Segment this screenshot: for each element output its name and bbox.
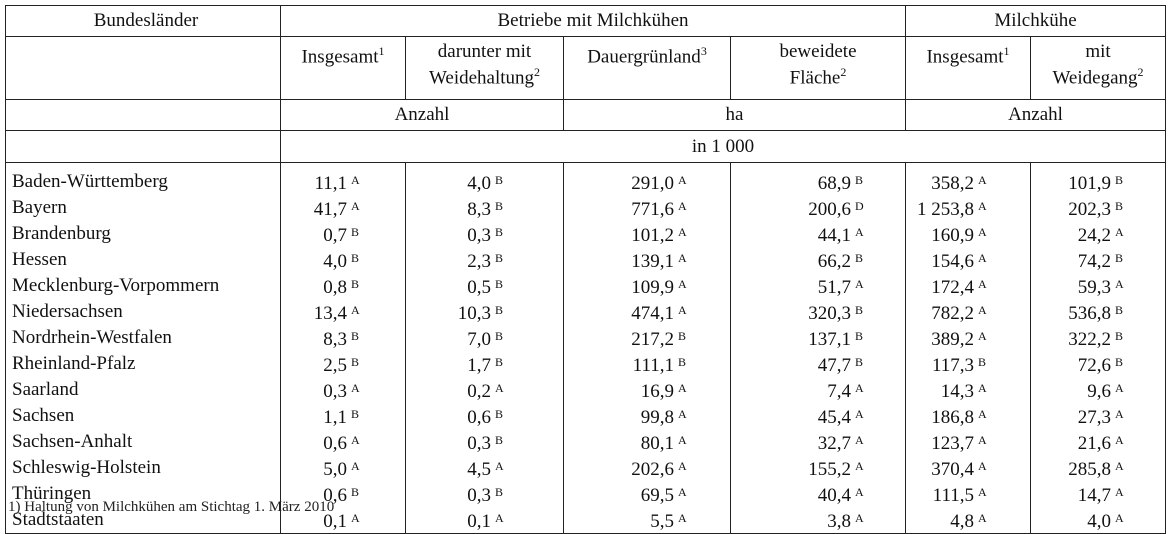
cell-value: 109,9 bbox=[631, 277, 674, 298]
cell-value: 8,3 bbox=[323, 329, 347, 350]
quality-flag: B bbox=[495, 199, 504, 213]
table-row bbox=[6, 169, 1166, 195]
quality-flag: A bbox=[978, 433, 987, 447]
cell-value: 117,3 bbox=[931, 355, 975, 376]
cell-value: 3,8 bbox=[827, 511, 852, 532]
quality-flag: B bbox=[1115, 199, 1124, 213]
unit-ha: ha bbox=[564, 100, 906, 131]
quality-flag: B bbox=[495, 225, 504, 239]
cell-dauergruenland bbox=[564, 273, 731, 299]
cell-beweidete-flaeche bbox=[731, 455, 906, 481]
quality-flag: B bbox=[1115, 303, 1124, 317]
col-header-dauergruenland: Dauergrünland$^3$ bbox=[564, 37, 731, 100]
quality-flag: A bbox=[678, 251, 687, 265]
cell-value: 101,9 bbox=[1068, 173, 1112, 194]
quality-flag: A bbox=[978, 485, 987, 499]
quality-flag: A bbox=[678, 199, 687, 213]
cell-kuehe-weidegang bbox=[1031, 247, 1166, 273]
row-label-header: Bundesländer bbox=[6, 6, 281, 37]
quality-flag: A bbox=[1115, 225, 1124, 239]
cell-kuehe-insgesamt bbox=[906, 403, 1031, 429]
cell-value: 1,1 bbox=[323, 407, 347, 428]
cell-value: 45,4 bbox=[817, 407, 852, 428]
cell-value: 358,2 bbox=[931, 173, 975, 194]
cell-value: 782,2 bbox=[931, 303, 975, 324]
cell-betriebe-insgesamt bbox=[281, 429, 406, 455]
cell-kuehe-insgesamt bbox=[906, 481, 1031, 507]
cell-betriebe-insgesamt bbox=[281, 195, 406, 221]
cell-value: 0,8 bbox=[323, 277, 347, 298]
unit-scale: in 1 000 bbox=[281, 131, 1166, 163]
cell-value: 320,3 bbox=[808, 303, 852, 324]
quality-flag: A bbox=[978, 459, 987, 473]
cell-dauergruenland bbox=[564, 377, 731, 403]
cell-value: 285,8 bbox=[1068, 459, 1112, 480]
cell-value: 7,0 bbox=[467, 329, 491, 350]
cell-value: 322,2 bbox=[1068, 329, 1112, 350]
cell-betriebe-insgesamt bbox=[281, 377, 406, 403]
cell-value: 0,6 bbox=[467, 407, 491, 428]
cell-value: 68,9 bbox=[817, 173, 852, 194]
quality-flag: A bbox=[1115, 459, 1124, 473]
cell-value: 200,6 bbox=[808, 199, 852, 220]
quality-flag: A bbox=[855, 459, 864, 473]
cell-beweidete-flaeche bbox=[731, 195, 906, 221]
group-header-kuehe: Milchkühe bbox=[906, 6, 1166, 37]
cell-betriebe-weidehaltung bbox=[406, 429, 564, 455]
bundesland-name: Saarland bbox=[6, 377, 281, 403]
quality-flag: A bbox=[855, 511, 864, 525]
cell-value: 59,3 bbox=[1077, 277, 1112, 298]
quality-flag: A bbox=[678, 459, 687, 473]
cell-value: 66,2 bbox=[817, 251, 852, 272]
cell-betriebe-weidehaltung bbox=[406, 403, 564, 429]
cell-value: 0,6 bbox=[323, 485, 347, 506]
cell-value: 51,7 bbox=[817, 277, 852, 298]
cell-betriebe-insgesamt bbox=[281, 273, 406, 299]
cell-dauergruenland bbox=[564, 351, 731, 377]
cell-value: 536,8 bbox=[1068, 303, 1112, 324]
cell-value: 4,5 bbox=[467, 459, 491, 480]
quality-flag: A bbox=[855, 485, 864, 499]
cell-value: 7,4 bbox=[827, 381, 852, 402]
bundesland-name: Stadtstaaten bbox=[6, 507, 281, 534]
cell-kuehe-weidegang bbox=[1031, 195, 1166, 221]
col-header-weidegang: mit Weidegang$^2$ bbox=[1031, 37, 1166, 100]
cell-kuehe-insgesamt bbox=[906, 169, 1031, 195]
cell-betriebe-weidehaltung bbox=[406, 195, 564, 221]
cell-value: 155,2 bbox=[808, 459, 852, 480]
cell-kuehe-weidegang bbox=[1031, 325, 1166, 351]
quality-flag: A bbox=[978, 277, 987, 291]
quality-flag: A bbox=[1115, 407, 1124, 421]
quality-flag: B bbox=[495, 251, 504, 265]
cell-value: 389,2 bbox=[931, 329, 975, 350]
cell-kuehe-insgesamt bbox=[906, 273, 1031, 299]
cell-betriebe-weidehaltung bbox=[406, 377, 564, 403]
cell-dauergruenland bbox=[564, 325, 731, 351]
quality-flag: A bbox=[1115, 433, 1124, 447]
quality-flag: A bbox=[678, 407, 687, 421]
col-header-beweidete-flaeche: beweidete Fläche$^2$ bbox=[731, 37, 906, 100]
cell-kuehe-insgesamt bbox=[906, 325, 1031, 351]
cell-betriebe-insgesamt bbox=[281, 221, 406, 247]
cell-value: 1,7 bbox=[467, 355, 491, 376]
quality-flag: A bbox=[1115, 485, 1124, 499]
cell-dauergruenland bbox=[564, 195, 731, 221]
cell-betriebe-insgesamt bbox=[281, 247, 406, 273]
quality-flag: A bbox=[855, 225, 864, 239]
quality-flag: B bbox=[351, 355, 360, 369]
bundesland-name: Schleswig-Holstein bbox=[6, 455, 281, 481]
cell-beweidete-flaeche bbox=[731, 299, 906, 325]
unit-anzahl-kuehe: Anzahl bbox=[906, 100, 1166, 131]
cell-kuehe-weidegang bbox=[1031, 351, 1166, 377]
cell-kuehe-weidegang bbox=[1031, 403, 1166, 429]
cell-beweidete-flaeche bbox=[731, 377, 906, 403]
quality-flag: A bbox=[351, 511, 360, 525]
bundesland-name: Brandenburg bbox=[6, 221, 281, 247]
cell-betriebe-insgesamt bbox=[281, 169, 406, 195]
cell-value: 202,3 bbox=[1068, 199, 1112, 220]
cell-betriebe-insgesamt bbox=[281, 455, 406, 481]
quality-flag: A bbox=[678, 277, 687, 291]
cell-value: 27,3 bbox=[1077, 407, 1112, 428]
table-row bbox=[6, 195, 1166, 221]
quality-flag: A bbox=[351, 303, 360, 317]
table-row bbox=[6, 221, 1166, 247]
cell-betriebe-weidehaltung bbox=[406, 169, 564, 195]
table-body bbox=[6, 169, 1166, 534]
quality-flag: B bbox=[678, 355, 687, 369]
cell-value: 11,1 bbox=[314, 173, 347, 194]
cell-beweidete-flaeche bbox=[731, 221, 906, 247]
table-row bbox=[6, 351, 1166, 377]
quality-flag: A bbox=[678, 303, 687, 317]
quality-flag: B bbox=[678, 329, 687, 343]
cell-value: 4,0 bbox=[1087, 511, 1112, 532]
cell-value: 0,3 bbox=[467, 225, 491, 246]
cell-value: 0,2 bbox=[467, 381, 491, 402]
cell-betriebe-weidehaltung bbox=[406, 325, 564, 351]
cell-dauergruenland bbox=[564, 247, 731, 273]
quality-flag: B bbox=[855, 173, 864, 187]
cell-value: 101,2 bbox=[631, 225, 674, 246]
empty-header-cell bbox=[6, 100, 281, 131]
cell-value: 4,0 bbox=[323, 251, 347, 272]
cell-value: 72,6 bbox=[1077, 355, 1112, 376]
quality-flag: A bbox=[1115, 511, 1124, 525]
cell-value: 2,5 bbox=[323, 355, 347, 376]
cell-beweidete-flaeche bbox=[731, 403, 906, 429]
cell-kuehe-insgesamt bbox=[906, 195, 1031, 221]
cell-beweidete-flaeche bbox=[731, 247, 906, 273]
quality-flag: B bbox=[1115, 251, 1124, 265]
quality-flag: A bbox=[678, 511, 687, 525]
table-row bbox=[6, 299, 1166, 325]
cell-value: 111,5 bbox=[932, 485, 975, 506]
quality-flag: A bbox=[978, 511, 987, 525]
cell-value: 0,1 bbox=[323, 511, 347, 532]
quality-flag: A bbox=[678, 485, 687, 499]
cell-kuehe-insgesamt bbox=[906, 221, 1031, 247]
quality-flag: B bbox=[495, 433, 504, 447]
quality-flag: B bbox=[855, 329, 864, 343]
bundesland-name: Mecklenburg-Vorpommern bbox=[6, 273, 281, 299]
quality-flag: B bbox=[1115, 173, 1124, 187]
cell-kuehe-insgesamt bbox=[906, 247, 1031, 273]
cell-dauergruenland bbox=[564, 299, 731, 325]
cell-betriebe-insgesamt bbox=[281, 351, 406, 377]
cell-betriebe-weidehaltung bbox=[406, 351, 564, 377]
cell-kuehe-weidegang bbox=[1031, 299, 1166, 325]
quality-flag: D bbox=[855, 199, 864, 213]
cell-value: 160,9 bbox=[931, 225, 975, 246]
cell-kuehe-insgesamt bbox=[906, 429, 1031, 455]
cell-beweidete-flaeche bbox=[731, 273, 906, 299]
quality-flag: A bbox=[978, 225, 987, 239]
quality-flag: A bbox=[495, 381, 504, 395]
quality-flag: A bbox=[678, 225, 687, 239]
quality-flag: A bbox=[855, 433, 864, 447]
quality-flag: A bbox=[855, 381, 864, 395]
cell-value: 21,6 bbox=[1077, 433, 1112, 454]
quality-flag: B bbox=[495, 355, 504, 369]
quality-flag: B bbox=[351, 485, 360, 499]
quality-flag: B bbox=[495, 303, 504, 317]
cell-betriebe-insgesamt bbox=[281, 299, 406, 325]
quality-flag: B bbox=[1115, 329, 1124, 343]
cell-value: 74,2 bbox=[1077, 251, 1112, 272]
cell-dauergruenland bbox=[564, 429, 731, 455]
cell-beweidete-flaeche bbox=[731, 429, 906, 455]
cell-value: 14,7 bbox=[1077, 485, 1112, 506]
cell-value: 123,7 bbox=[931, 433, 975, 454]
cell-value: 154,6 bbox=[931, 251, 975, 272]
table-row bbox=[6, 429, 1166, 455]
cell-value: 80,1 bbox=[640, 433, 674, 454]
quality-flag: A bbox=[351, 433, 360, 447]
col-header-weidehaltung: darunter mit Weidehaltung$^2$ bbox=[406, 37, 564, 100]
bundesland-name: Niedersachsen bbox=[6, 299, 281, 325]
cell-value: 172,4 bbox=[931, 277, 975, 298]
cell-value: 137,1 bbox=[808, 329, 852, 350]
table-row bbox=[6, 455, 1166, 481]
cell-betriebe-weidehaltung bbox=[406, 299, 564, 325]
empty-header-cell bbox=[6, 37, 281, 100]
cell-value: 291,0 bbox=[631, 173, 674, 194]
cell-value: 44,1 bbox=[817, 225, 852, 246]
quality-flag: B bbox=[495, 485, 504, 499]
quality-flag: A bbox=[351, 381, 360, 395]
dairy-statistics-table bbox=[5, 5, 1166, 534]
cell-betriebe-weidehaltung bbox=[406, 247, 564, 273]
quality-flag: B bbox=[855, 355, 864, 369]
bundesland-name: Bayern bbox=[6, 195, 281, 221]
quality-flag: A bbox=[351, 199, 360, 213]
cell-kuehe-weidegang bbox=[1031, 273, 1166, 299]
quality-flag: A bbox=[978, 381, 987, 395]
cell-value: 13,4 bbox=[313, 303, 347, 324]
cell-kuehe-insgesamt bbox=[906, 455, 1031, 481]
cell-betriebe-weidehaltung bbox=[406, 481, 564, 507]
quality-flag: A bbox=[978, 329, 987, 343]
quality-flag: B bbox=[978, 355, 987, 369]
quality-flag: A bbox=[978, 173, 987, 187]
cell-value: 69,5 bbox=[640, 485, 674, 506]
quality-flag: B bbox=[495, 277, 504, 291]
cell-value: 16,9 bbox=[640, 381, 674, 402]
bundesland-name: Sachsen-Anhalt bbox=[6, 429, 281, 455]
cell-value: 41,7 bbox=[313, 199, 347, 220]
cell-kuehe-weidegang bbox=[1031, 221, 1166, 247]
cell-betriebe-insgesamt bbox=[281, 403, 406, 429]
cell-kuehe-weidegang bbox=[1031, 377, 1166, 403]
cell-kuehe-weidegang bbox=[1031, 429, 1166, 455]
quality-flag: A bbox=[495, 459, 504, 473]
cell-dauergruenland bbox=[564, 169, 731, 195]
cell-dauergruenland bbox=[564, 403, 731, 429]
quality-flag: A bbox=[1115, 381, 1124, 395]
table-row bbox=[6, 403, 1166, 429]
table-row bbox=[6, 273, 1166, 299]
bundesland-name: Hessen bbox=[6, 247, 281, 273]
quality-flag: B bbox=[351, 225, 360, 239]
bundesland-name: Rheinland-Pfalz bbox=[6, 351, 281, 377]
cell-value: 32,7 bbox=[817, 433, 852, 454]
cell-dauergruenland bbox=[564, 221, 731, 247]
cell-kuehe-weidegang bbox=[1031, 169, 1166, 195]
quality-flag: B bbox=[495, 329, 504, 343]
cell-value: 4,8 bbox=[950, 511, 975, 532]
cell-value: 217,2 bbox=[631, 329, 674, 350]
quality-flag: A bbox=[678, 381, 687, 395]
quality-flag: A bbox=[678, 433, 687, 447]
quality-flag: B bbox=[495, 407, 504, 421]
quality-flag: B bbox=[351, 277, 360, 291]
quality-flag: A bbox=[351, 459, 360, 473]
cell-dauergruenland bbox=[564, 481, 731, 507]
cell-value: 1 253,8 bbox=[917, 199, 975, 220]
cell-betriebe-weidehaltung bbox=[406, 273, 564, 299]
quality-flag: A bbox=[351, 173, 360, 187]
table-row bbox=[6, 247, 1166, 273]
cell-betriebe-weidehaltung bbox=[406, 455, 564, 481]
cell-value: 202,6 bbox=[631, 459, 674, 480]
cell-value: 0,3 bbox=[467, 485, 491, 506]
cell-value: 4,0 bbox=[467, 173, 491, 194]
cell-value: 474,1 bbox=[631, 303, 674, 324]
cell-value: 2,3 bbox=[467, 251, 491, 272]
quality-flag: A bbox=[855, 407, 864, 421]
cell-beweidete-flaeche bbox=[731, 169, 906, 195]
quality-flag: A bbox=[978, 303, 987, 317]
cell-value: 14,3 bbox=[940, 381, 975, 402]
cell-value: 9,6 bbox=[1087, 381, 1112, 402]
cell-kuehe-weidegang bbox=[1031, 455, 1166, 481]
cell-value: 24,2 bbox=[1077, 225, 1112, 246]
cell-value: 0,1 bbox=[467, 511, 491, 532]
cell-value: 186,8 bbox=[931, 407, 975, 428]
quality-flag: A bbox=[978, 251, 987, 265]
cell-value: 0,7 bbox=[323, 225, 347, 246]
cell-value: 99,8 bbox=[640, 407, 674, 428]
cell-value: 771,6 bbox=[631, 199, 674, 220]
cell-value: 139,1 bbox=[631, 251, 674, 272]
cell-value: 370,4 bbox=[931, 459, 975, 480]
cell-betriebe-insgesamt bbox=[281, 325, 406, 351]
quality-flag: A bbox=[978, 199, 987, 213]
cell-value: 0,3 bbox=[467, 433, 491, 454]
cell-betriebe-weidehaltung bbox=[406, 221, 564, 247]
cell-kuehe-insgesamt bbox=[906, 377, 1031, 403]
cell-beweidete-flaeche bbox=[731, 351, 906, 377]
bundesland-name: Nordrhein-Westfalen bbox=[6, 325, 281, 351]
quality-flag: A bbox=[1115, 277, 1124, 291]
quality-flag: A bbox=[678, 173, 687, 187]
cell-value: 47,7 bbox=[817, 355, 852, 376]
cell-value: 0,3 bbox=[323, 381, 347, 402]
cell-value: 10,3 bbox=[457, 303, 491, 324]
cell-value: 8,3 bbox=[467, 199, 491, 220]
cell-kuehe-insgesamt bbox=[906, 351, 1031, 377]
quality-flag: B bbox=[351, 407, 360, 421]
cell-dauergruenland bbox=[564, 455, 731, 481]
quality-flag: B bbox=[855, 303, 864, 317]
bundesland-name: Thüringen bbox=[6, 481, 281, 507]
bundesland-name: Baden-Württemberg bbox=[6, 169, 281, 195]
cell-value: 40,4 bbox=[817, 485, 852, 506]
group-header-betriebe: Betriebe mit Milchkühen bbox=[281, 6, 906, 37]
footnote: 1) Haltung von Milchkühen am Stichtag 1. März 2010 bbox=[8, 499, 335, 515]
table-row bbox=[6, 377, 1166, 403]
table-row bbox=[6, 325, 1166, 351]
col-header-insgesamt: Insgesamt$^1$ bbox=[281, 37, 406, 100]
cell-value: 5,0 bbox=[323, 459, 347, 480]
quality-flag: B bbox=[351, 251, 360, 265]
bundesland-name: Sachsen bbox=[6, 403, 281, 429]
quality-flag: B bbox=[351, 329, 360, 343]
cell-beweidete-flaeche bbox=[731, 481, 906, 507]
quality-flag: A bbox=[855, 277, 864, 291]
cell-value: 0,5 bbox=[467, 277, 491, 298]
cell-value: 0,6 bbox=[323, 433, 347, 454]
cell-value: 111,1 bbox=[632, 355, 674, 376]
unit-anzahl: Anzahl bbox=[281, 100, 564, 131]
empty-header-cell bbox=[6, 131, 281, 163]
quality-flag: B bbox=[855, 251, 864, 265]
cell-kuehe-weidegang bbox=[1031, 481, 1166, 507]
cell-value: 5,5 bbox=[650, 511, 674, 532]
cell-kuehe-insgesamt bbox=[906, 299, 1031, 325]
quality-flag: B bbox=[1115, 355, 1124, 369]
col-header-kuehe-insgesamt: Insgesamt$^1$ bbox=[906, 37, 1031, 100]
cell-beweidete-flaeche bbox=[731, 325, 906, 351]
quality-flag: A bbox=[495, 511, 504, 525]
quality-flag: A bbox=[978, 407, 987, 421]
quality-flag: B bbox=[495, 173, 504, 187]
